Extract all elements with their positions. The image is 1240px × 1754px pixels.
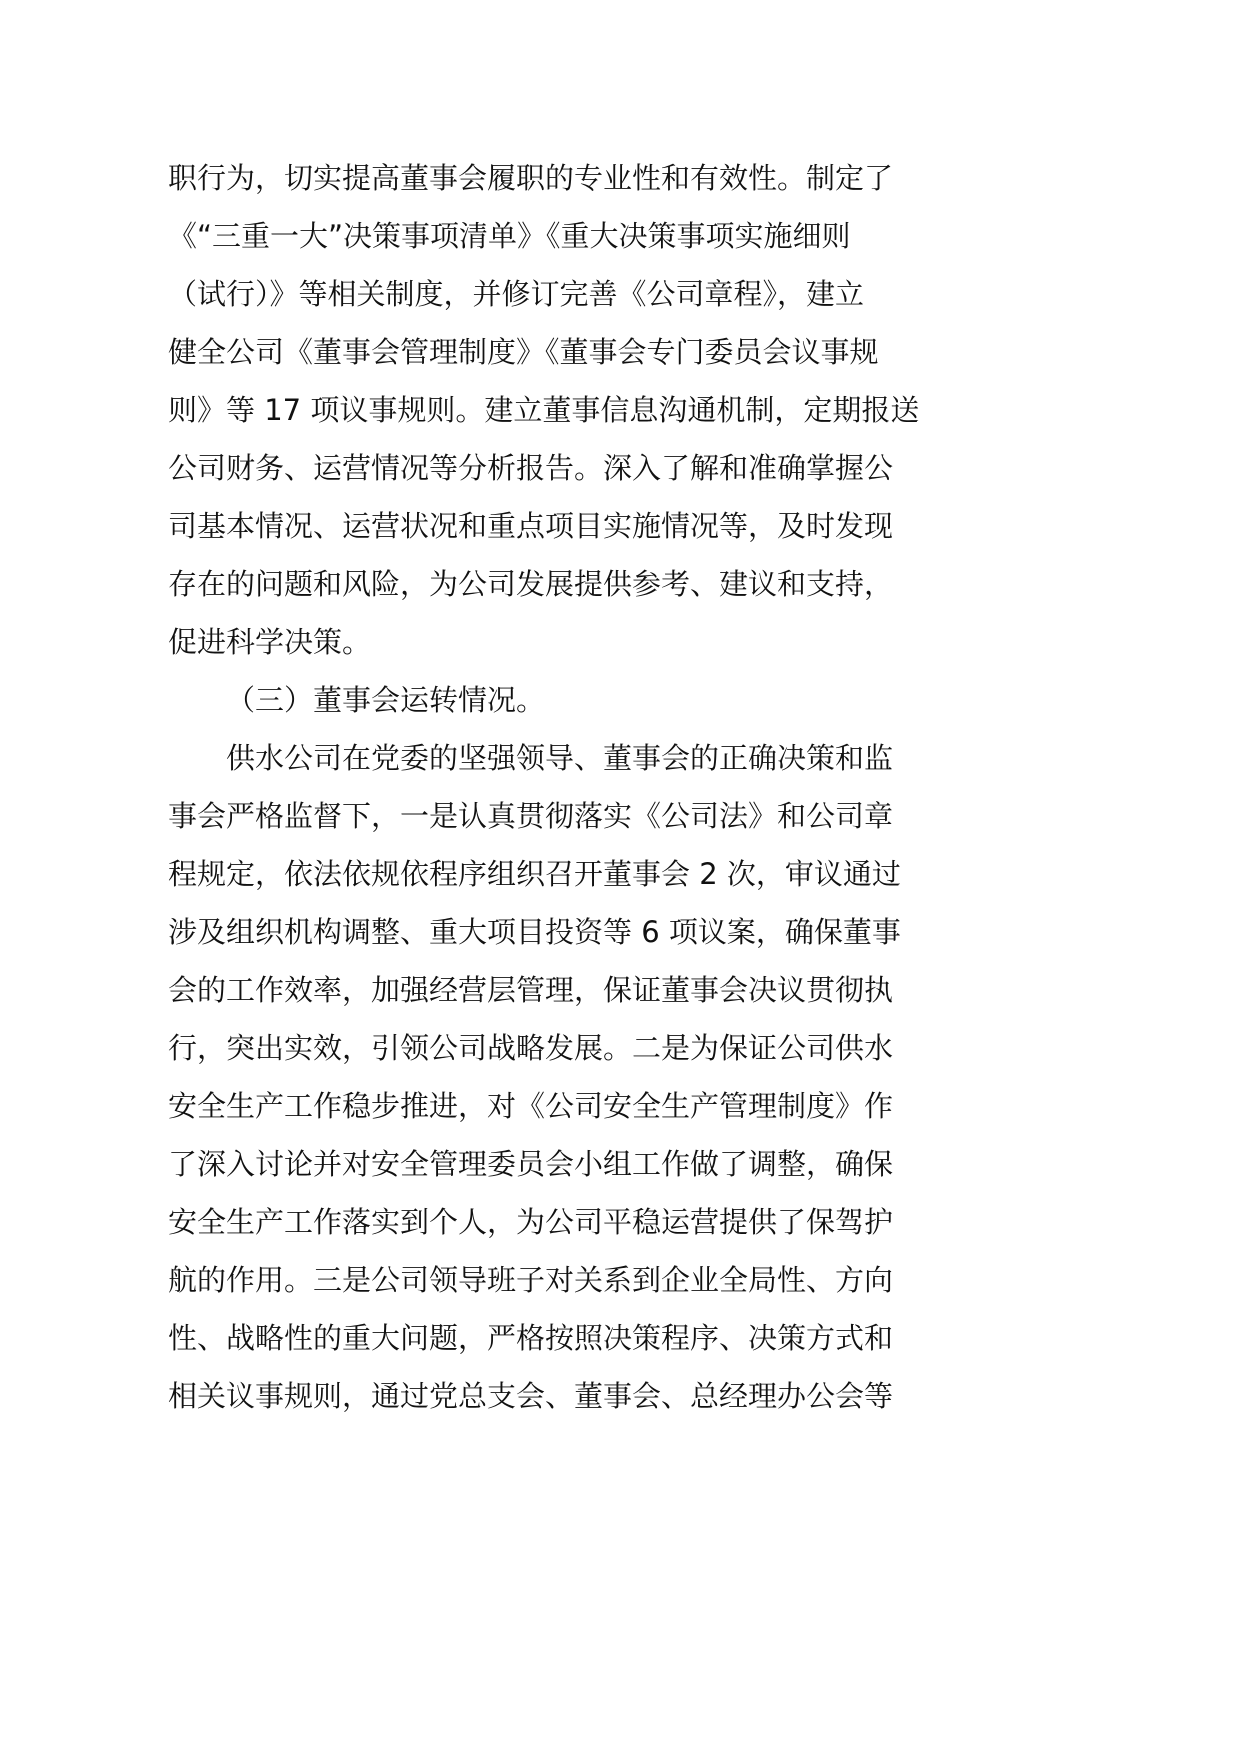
paragraph-line: 航的作用。三是公司领导班子对关系到企业全局性、方向 (168, 1263, 894, 1297)
paragraph-line: 了深入讨论并对安全管理委员会小组工作做了调整，确保 (168, 1147, 894, 1181)
paragraph-line: 性、战略性的重大问题，严格按照决策程序、决策方式和 (168, 1321, 894, 1355)
paragraph-line: 行，突出实效，引领公司战略发展。二是为保证公司供水 (168, 1031, 894, 1065)
paragraph-line: （试行）》等相关制度，并修订完善《公司章程》，建立 (168, 277, 865, 311)
paragraph-line: 程规定，依法依规依程序组织召开董事会 2 次，审议通过 (168, 857, 901, 891)
paragraph-line: 涉及组织机构调整、重大项目投资等 6 项议案，确保董事 (168, 915, 901, 949)
paragraph-line: 事会严格监督下，一是认真贯彻落实《公司法》和公司章 (168, 799, 894, 833)
paragraph-first-line: 供水公司在党委的坚强领导、董事会的正确决策和监 (226, 741, 894, 775)
paragraph-line: 促进科学决策。 (168, 625, 372, 659)
paragraph-line: 司基本情况、运营状况和重点项目实施情况等，及时发现 (168, 509, 894, 543)
paragraph-line: 《“三重一大”决策事项清单》《重大决策事项实施细则 (168, 219, 851, 253)
paragraph-line: 则》等 17 项议事规则。建立董事信息沟通机制，定期报送 (168, 393, 920, 427)
section-heading: （三）董事会运转情况。 (226, 683, 546, 717)
paragraph-line: 存在的问题和风险，为公司发展提供参考、建议和支持， (168, 567, 894, 601)
paragraph-line: 相关议事规则，通过党总支会、董事会、总经理办公会等 (168, 1379, 894, 1413)
paragraph-line: 会的工作效率，加强经营层管理，保证董事会决议贯彻执 (168, 973, 894, 1007)
paragraph-line: 公司财务、运营情况等分析报告。深入了解和准确掌握公 (168, 451, 894, 485)
paragraph-line: 安全生产工作落实到个人，为公司平稳运营提供了保驾护 (168, 1205, 894, 1239)
paragraph-line: 安全生产工作稳步推进，对《公司安全生产管理制度》作 (168, 1089, 894, 1123)
paragraph-line: 职行为，切实提高董事会履职的专业性和有效性。制定了 (168, 161, 894, 195)
paragraph-line: 健全公司《董事会管理制度》《董事会专门委员会议事规 (168, 335, 879, 369)
